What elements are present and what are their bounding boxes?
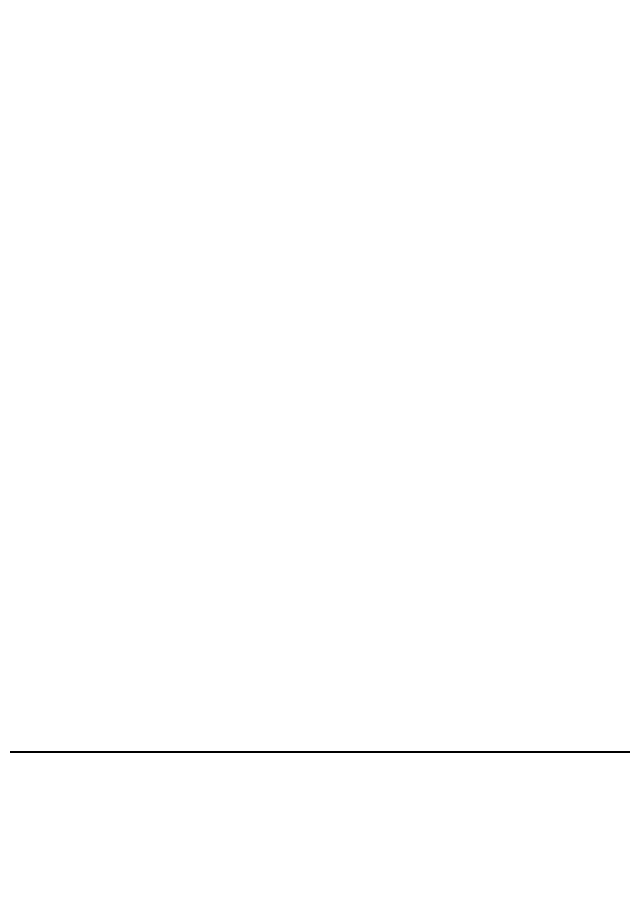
- page-number: [40, 355, 60, 375]
- bottom-rule: [10, 751, 630, 753]
